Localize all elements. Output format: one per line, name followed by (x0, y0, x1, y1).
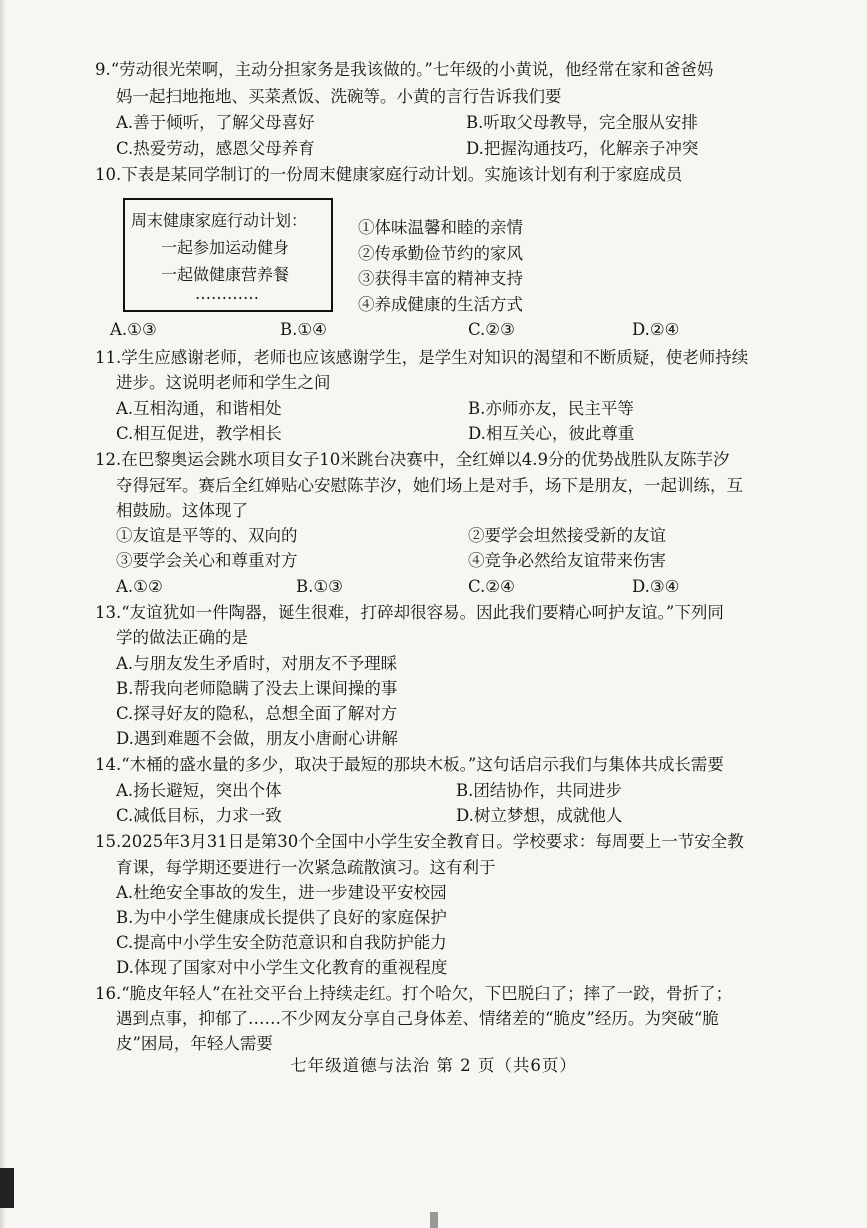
q12-stem-line1: 12.在巴黎奥运会跳水项目女子10米跳台决赛中，全红婵以4.9分的优势战胜队友陈芋汐 (95, 450, 730, 469)
q10-statement-2: ②传承勤俭节约的家风 (358, 244, 523, 263)
q14-option-a: A.扬长避短，突出个体 (116, 781, 282, 800)
q10-statement-3: ③获得丰富的精神支持 (358, 269, 523, 288)
q11-option-b: B.亦师亦友，民主平等 (468, 399, 634, 418)
plan-title: 周末健康家庭行动计划： (131, 211, 308, 230)
q11-option-d: D.相互关心，彼此尊重 (468, 424, 635, 443)
q11-option-a: A.互相沟通，和谐相处 (116, 399, 282, 418)
q12-statement-1: ①友谊是平等的、双向的 (116, 526, 298, 545)
q15-option-d: D.体现了国家对中小学生文化教育的重视程度 (116, 958, 448, 977)
plan-item-2: 一起做健康营养餐 (161, 265, 290, 284)
q10-option-b: B.①④ (280, 320, 327, 339)
q9-stem-line2: 妈一起扫地拖地、买菜煮饭、洗碗等。小黄的言行告诉我们要 (116, 87, 562, 106)
q15-option-a: A.杜绝安全事故的发生，进一步建设平安校园 (116, 883, 447, 902)
q9-option-c: C.热爱劳动，感恩父母养育 (116, 139, 315, 158)
q13-stem-line1: 13.“友谊犹如一件陶器，诞生很难，打碎却很容易。因此我们要精心呵护友谊。”下列同 (95, 603, 724, 622)
q12-statement-4: ④竞争必然给友谊带来伤害 (468, 551, 666, 570)
q16-stem-line3: 皮”困局，年轻人需要 (116, 1034, 273, 1053)
q13-option-b: B.帮我向老师隐瞒了没去上课间操的事 (116, 679, 398, 698)
q10-statement-1: ①体味温馨和睦的亲情 (358, 218, 523, 237)
q16-stem-line1: 16.“脆皮年轻人”在社交平台上持续走红。打个哈欠，下巴脱臼了；摔了一跤，骨折了； (95, 984, 733, 1003)
q15-option-c: C.提高中小学生安全防范意识和自我防护能力 (116, 933, 447, 952)
q12-statement-3: ③要学会关心和尊重对方 (116, 551, 298, 570)
scan-artifact-mark (430, 1212, 438, 1228)
q14-option-d: D.树立梦想，成就他人 (456, 806, 623, 825)
q12-option-b: B.①③ (296, 577, 343, 596)
q10-option-d: D.②④ (632, 320, 680, 339)
q13-stem-line2: 学的做法正确的是 (116, 628, 248, 647)
q12-stem-line2: 夺得冠军。赛后全红婵贴心安慰陈芋汐，她们场上是对手，场下是朋友，一起训练，互 (116, 476, 743, 495)
q11-stem-line1: 11.学生应感谢老师，老师也应该感谢学生，是学生对知识的渴望和不断质疑，使老师持续 (95, 348, 749, 367)
q15-option-b: B.为中小学生健康成长提供了良好的家庭保护 (116, 908, 447, 927)
q12-option-a: A.①② (116, 577, 163, 596)
q11-option-c: C.相互促进，教学相长 (116, 424, 282, 443)
q10-option-c: C.②③ (468, 320, 515, 339)
q10-statement-4: ④养成健康的生活方式 (358, 295, 523, 314)
q9-option-b: B.听取父母教导，完全服从安排 (466, 113, 698, 132)
q9-stem-line1: 9.“劳动很光荣啊，主动分担家务是我该做的。”七年级的小黄说，他经常在家和爸爸妈 (95, 60, 714, 79)
q13-option-c: C.探寻好友的隐私，总想全面了解对方 (116, 704, 398, 723)
q10-option-a: A.①③ (110, 320, 157, 339)
q13-option-d: D.遇到难题不会做，朋友小唐耐心讲解 (116, 729, 398, 748)
q12-option-c: C.②④ (468, 577, 515, 596)
plan-item-1: 一起参加运动健身 (161, 238, 290, 257)
q12-statement-2: ②要学会坦然接受新的友谊 (468, 526, 666, 545)
q13-option-a: A.与朋友发生矛盾时，对朋友不予理睬 (116, 654, 398, 673)
scan-artifact (0, 1168, 14, 1208)
q12-stem-line3: 相鼓励。这体现了 (116, 501, 248, 520)
q15-stem-line1: 15.2025年3月31日是第30个全国中小学生安全教育日。学校要求：每周要上一节安全教 (95, 832, 744, 851)
q14-option-c: C.减低目标，力求一致 (116, 806, 282, 825)
q14-option-b: B.团结协作，共同进步 (456, 781, 622, 800)
q10-stem-line1: 10.下表是某同学制订的一份周末健康家庭行动计划。实施该计划有利于家庭成员 (95, 165, 683, 184)
q10-plan-box (123, 198, 333, 312)
plan-ellipsis: ………… (195, 284, 259, 303)
q11-stem-line2: 进步。这说明老师和学生之间 (116, 373, 331, 392)
q9-option-a: A.善于倾听，了解父母喜好 (116, 113, 315, 132)
q16-stem-line2: 遇到点事，抑郁了……不少网友分享自己身体差、情绪差的“脆皮”经历。为突破“脆 (116, 1009, 719, 1028)
q14-stem-line1: 14.“木桶的盛水量的多少，取决于最短的那块木板。”这句话启示我们与集体共成长需要 (95, 755, 724, 774)
q15-stem-line2: 育课，每学期还要进行一次紧急疏散演习。这有利于 (116, 858, 496, 877)
scan-edge (0, 0, 6, 1228)
page-footer: 七年级道德与法治 第 2 页（共6页） (290, 1056, 577, 1075)
q12-option-d: D.③④ (632, 577, 680, 596)
q9-option-d: D.把握沟通技巧，化解亲子冲突 (466, 139, 699, 158)
